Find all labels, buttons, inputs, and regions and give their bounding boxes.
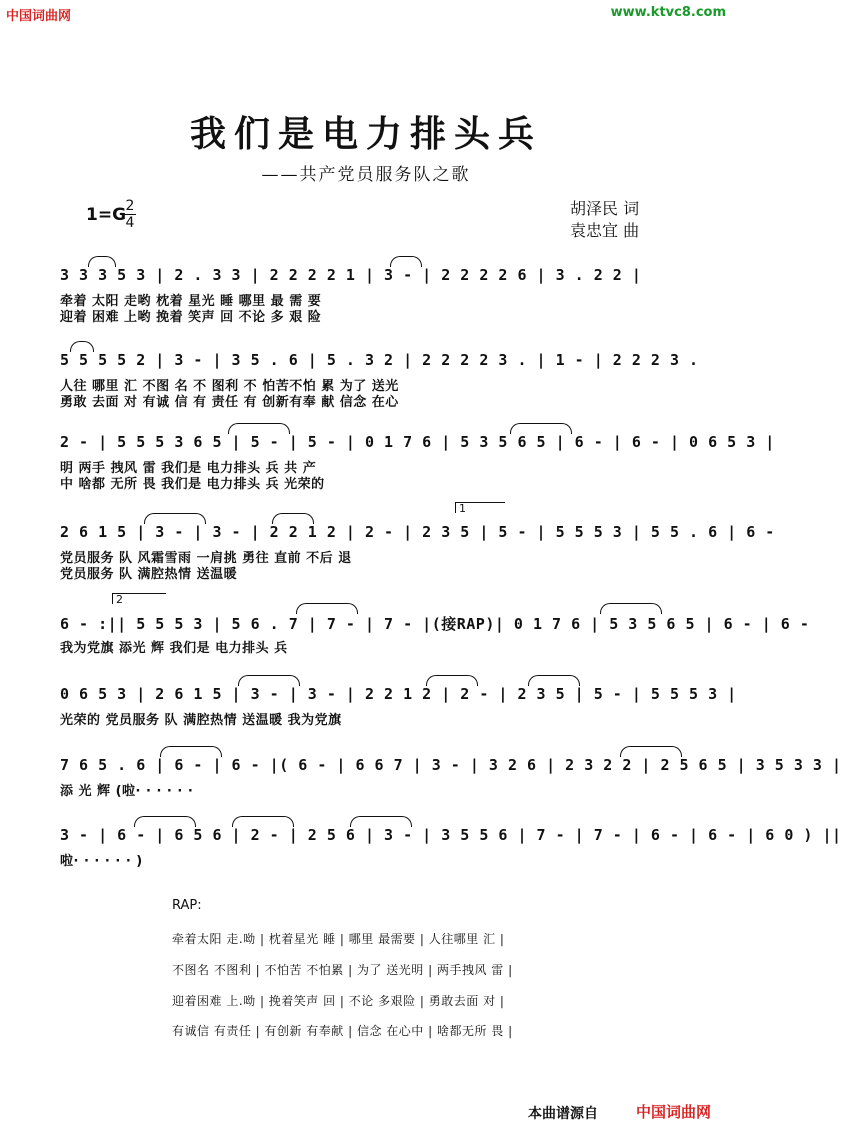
volta-second-ending: 2 [112,593,166,604]
footer-site-link[interactable]: 中国词曲网 [636,1103,712,1121]
notation-line: 0 6 5 3 | 2 6 1 5 | 3 - | 3 - | 2 2 1 2 | 2 - | 2 3 5 | 5 - | 5 5 5 3 | [60,685,737,703]
lyricist-credit: 胡泽民 词 [570,199,640,218]
song-subtitle: ——共产党员服务队之歌 [261,165,471,185]
lyric-verse-2: 中 啥都 无所 畏 我们是 电力排头 兵 光荣的 [60,477,325,492]
notation-line: 3 - | 6 - | 6 5 6 | 2 - | 2 5 6 | 3 - | 3 5 5 6 | 7 - | 7 - | 6 - | 6 - | 6 0 ) || [60,826,842,844]
notation-line: 2 - | 5 5 5 3 6 5 | 5 - | 5 - | 0 1 7 6 | 5 3 5 6 5 | 6 - | 6 - | 0 6 5 3 | [60,433,775,451]
rap-label: RAP: [172,898,202,913]
volta-first-ending: 1 [455,502,505,513]
watermark-left: 中国词曲网 [6,9,72,24]
lyric-verse-1: 添 光 辉 (啦· · · · · · [60,784,194,799]
lyric-verse-1: 啦· · · · · · ) [60,854,143,869]
composer-credit: 袁忠宜 曲 [570,221,640,240]
lyric-verse-2: 党员服务 队 满腔热情 送温暖 [60,567,238,582]
notation-line: 5 5 5 5 2 | 3 - | 3 5 . 6 | 5 . 3 2 | 2 2 2 2 3 . | 1 - | 2 2 2 3 . [60,351,699,369]
notation-line: 3 3 3 5 3 | 2 . 3 3 | 2 2 2 2 1 | 3 - | 2 2 2 2 6 | 3 . 2 2 | [60,266,642,284]
rap-line-3: 迎着困难 上.呦 | 挽着笑声 回 | 不论 多艰险 | 勇敢去面 对 | [172,994,505,1008]
lyric-verse-1: 人往 哪里 汇 不图 名 不 图利 不 怕苦不怕 累 为了 送光 [60,379,399,394]
lyric-verse-1: 明 两手 拽风 雷 我们是 电力排头 兵 共 产 [60,461,317,476]
rap-line-1: 牵着太阳 走.呦 | 枕着星光 睡 | 哪里 最需要 | 人往哪里 汇 | [172,932,505,946]
rap-line-4: 有诚信 有责任 | 有创新 有奉献 | 信念 在心中 | 啥都无所 畏 | [172,1024,513,1038]
lyric-verse-1: 党员服务 队 风霜雪雨 一肩挑 勇往 直前 不后 退 [60,551,352,566]
lyric-verse-1: 我为党旗 添光 辉 我们是 电力排头 兵 [60,641,288,656]
lyric-verse-2: 勇敢 去面 对 有诚 信 有 责任 有 创新有奉 献 信念 在心 [60,395,399,410]
rap-line-2: 不图名 不图利 | 不怕苦 不怕累 | 为了 送光明 | 两手拽风 雷 | [172,963,513,977]
watermark-right: www.ktvc8.com [610,5,726,20]
time-signature [124,198,136,231]
time-bottom: 4 [125,215,135,231]
lyric-verse-1: 牵着 太阳 走哟 枕着 星光 睡 哪里 最 需 要 [60,294,322,309]
footer-source: 本曲谱源自 [528,1106,598,1122]
key-signature: 1=G [86,205,127,225]
song-title: 我们是电力排头兵 [189,113,542,155]
time-top: 2 [125,198,135,214]
notation-line: 2 6 1 5 | 3 - | 3 - | 2 2 1 2 | 2 - | 2 3 5 | 5 - | 5 5 5 3 | 5 5 . 6 | 6 - [60,523,775,541]
notation-line: 7 6 5 . 6 | 6 - | 6 - |( 6 - | 6 6 7 | 3 - | 3 2 6 | 2 3 2 2 | 2 5 6 5 | 3 5 3 3 | [60,756,842,774]
lyric-verse-2: 迎着 困难 上哟 挽着 笑声 回 不论 多 艰 险 [60,310,322,325]
notation-line: 6 - :|| 5 5 5 3 | 5 6 . 7 | 7 - | 7 - |(接RAP)| 0 1 7 6 | 5 3 5 6 5 | 6 - | 6 - [60,615,810,633]
lyric-verse-1: 光荣的 党员服务 队 满腔热情 送温暖 我为党旗 [60,713,342,728]
